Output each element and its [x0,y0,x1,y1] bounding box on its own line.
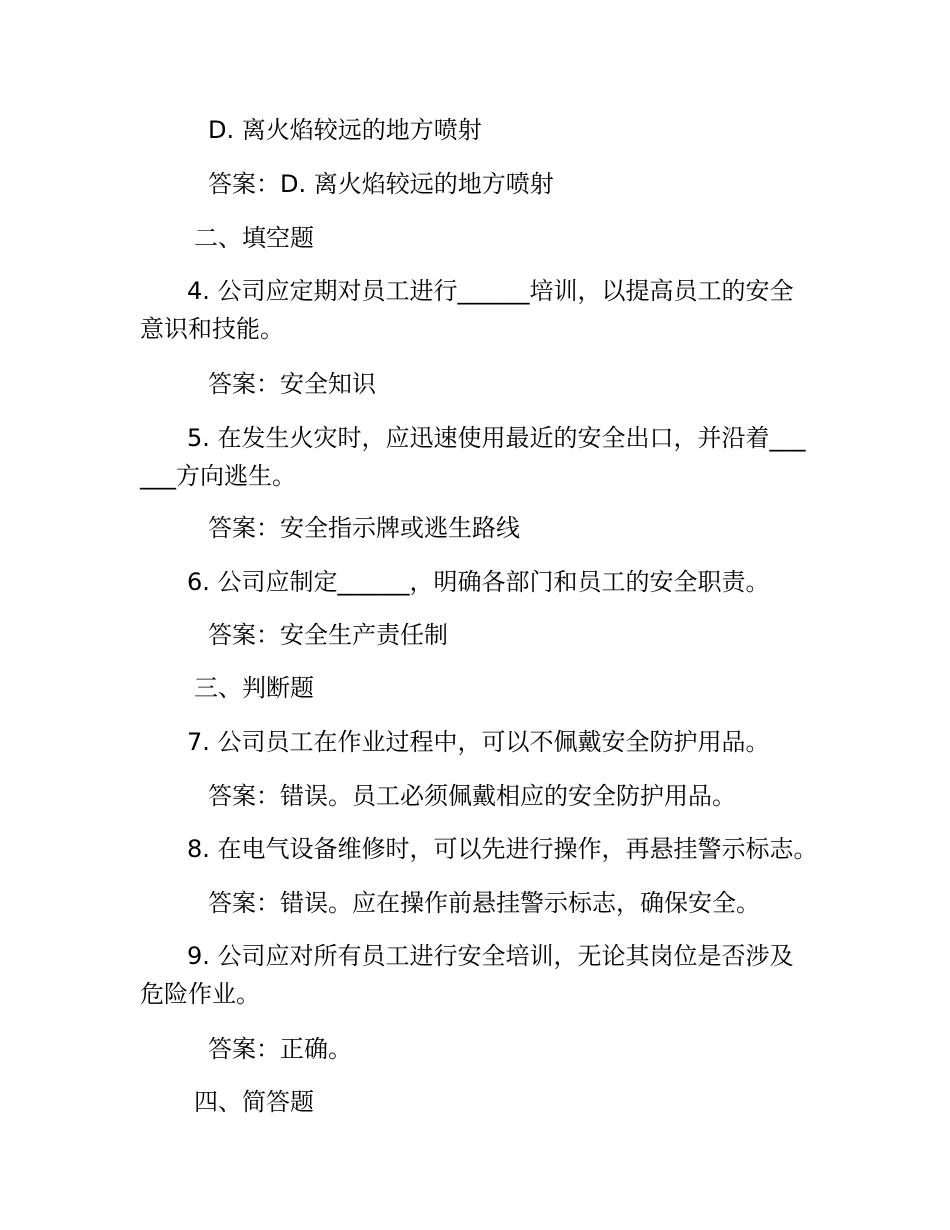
question-7: 7. 公司员工在作业过程中，可以不佩戴安全防护用品。 [187,728,770,756]
section-heading-short-answer: 四、简答题 [194,1088,314,1116]
option-d: D. 离火焰较远的地方喷射 [208,116,482,144]
answer-7: 答案：错误。员工必须佩戴相应的安全防护用品。 [208,782,736,810]
section-heading-true-false: 三、判断题 [194,674,314,702]
answer-6: 答案：安全生产责任制 [208,621,448,649]
question-6: 6. 公司应制定______，明确各部门和员工的安全职责。 [187,568,770,596]
answer-9: 答案：正确。 [208,1035,352,1063]
question-8: 8. 在电气设备维修时，可以先进行操作，再悬挂警示标志。 [187,835,818,863]
question-4: 4. 公司应定期对员工进行______培训，以提高员工的安全意识和技能。 [140,277,794,343]
question-5: 5. 在发生火灾时，应迅速使用最近的安全出口，并沿着______方向逃生。 [140,424,806,490]
answer-3: 答案：D. 离火焰较远的地方喷射 [208,170,554,198]
question-9: 9. 公司应对所有员工进行安全培训，无论其岗位是否涉及危险作业。 [140,942,794,1008]
answer-8: 答案：错误。应在操作前悬挂警示标志，确保安全。 [208,889,760,917]
section-heading-fill-in: 二、填空题 [194,224,314,252]
answer-4: 答案：安全知识 [208,370,376,398]
answer-5: 答案：安全指示牌或逃生路线 [208,514,520,542]
